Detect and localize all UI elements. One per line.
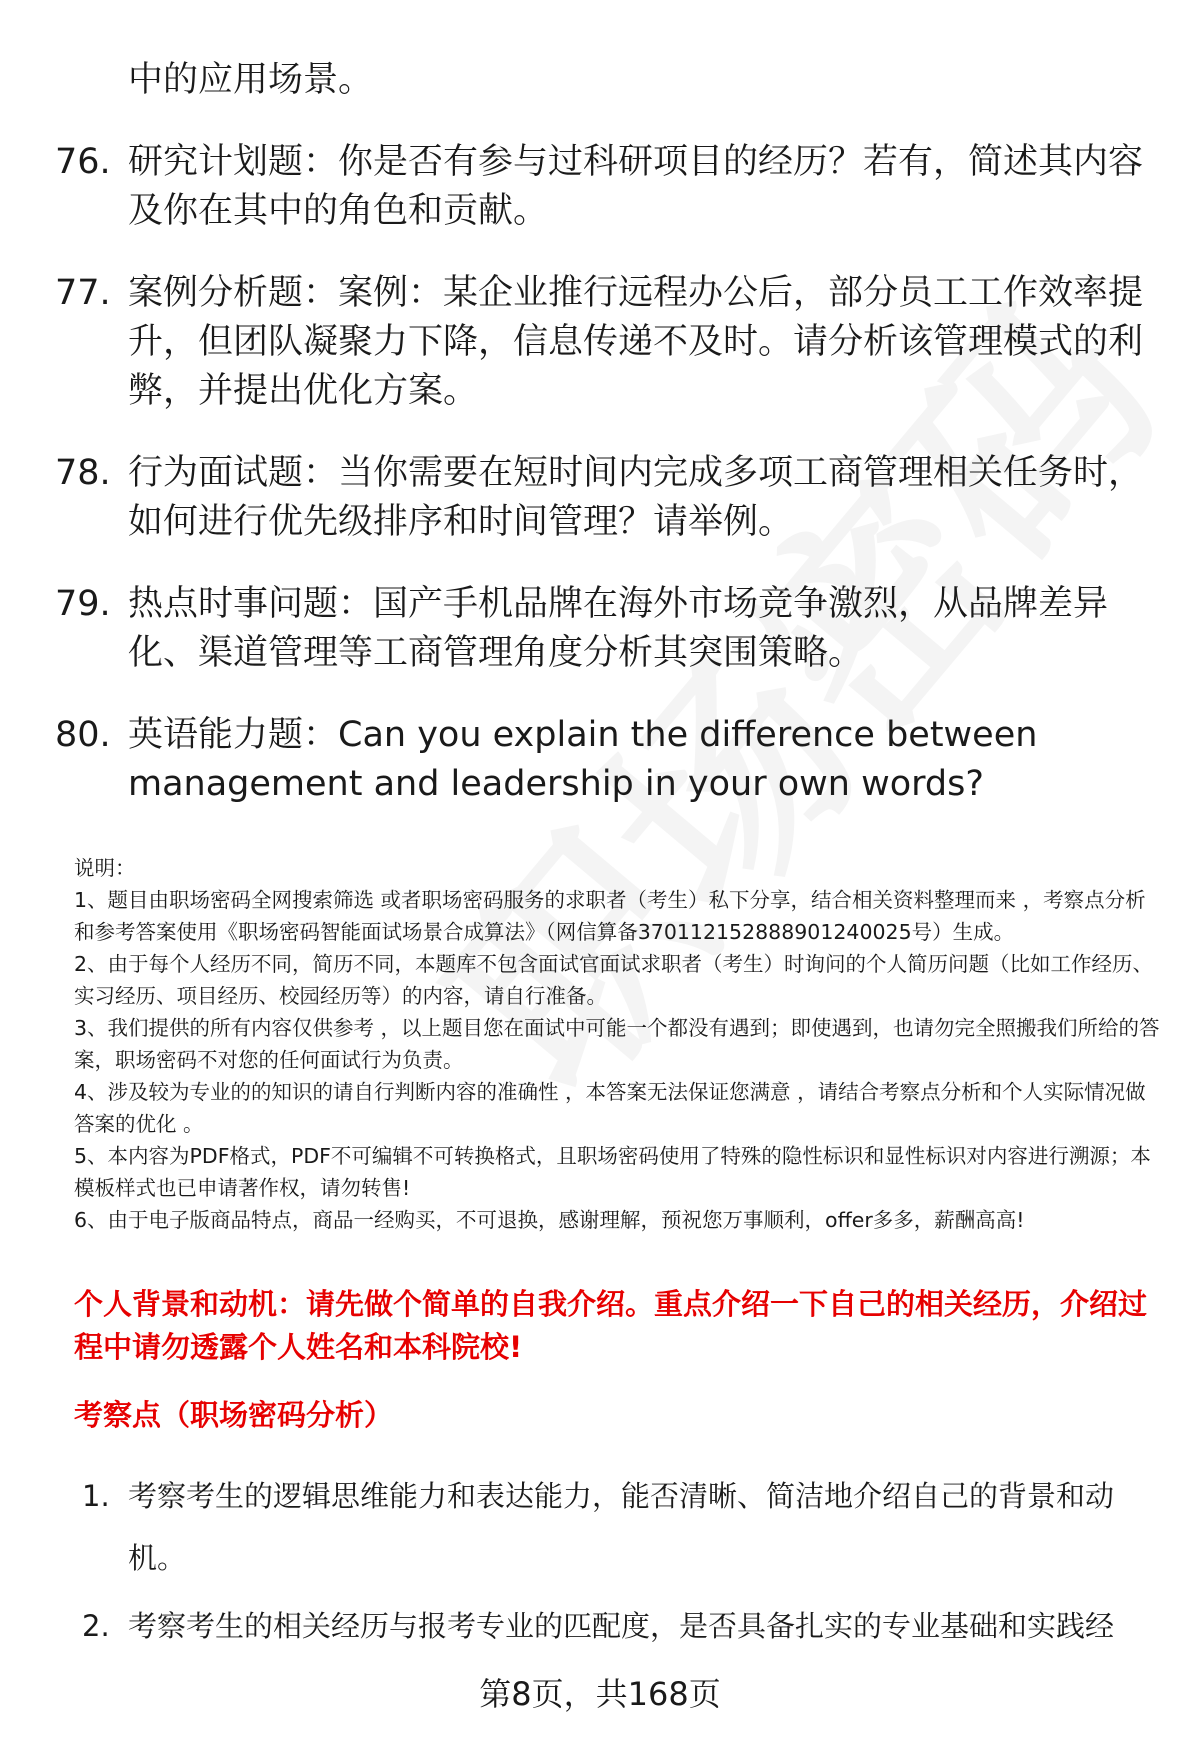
question-item (55, 449, 1155, 547)
question-number: 78. (55, 453, 111, 493)
section-heading: 个人背景和动机：请先做个简单的自我介绍。重点介绍一下自己的相关经历，介绍过程中请勿透露个人姓名和本科院校! (74, 1287, 1148, 1364)
question-item (55, 711, 1155, 809)
note-item: 6、由于电子版商品特点，商品一经购买，不可退换，感谢理解，预祝您万事顺利，offer多多，薪酬高高! (74, 1208, 1025, 1232)
analysis-point-list (82, 1465, 1160, 1663)
question-text: 热点时事问题：国产手机品牌在海外市场竞争激烈，从品牌差异化、渠道管理等工商管理角度分析其突围策略。 (128, 584, 1109, 673)
question-item (55, 56, 1155, 105)
question-item (55, 269, 1155, 416)
note-item: 4、涉及较为专业的的知识的请自行判断内容的准确性 ，本答案无法保证您满意 ，请结合考察点分析和个人实际情况做答案的优化 。 (74, 1080, 1146, 1136)
page-footer: 第8页，共168页 (479, 1675, 721, 1713)
point-number: 2. (82, 1609, 110, 1643)
question-text: 研究计划题：你是否有参与过科研项目的经历？若有，简述其内容及你在其中的角色和贡献。 (128, 142, 1144, 231)
question-text: 行为面试题：当你需要在短时间内完成多项工商管理相关任务时，如何进行优先级排序和时间管理？请举例。 (128, 453, 1144, 542)
note-item: 3、我们提供的所有内容仅供参考 ，以上题目您在面试中可能一个都没有遇到；即使遇到，也请勿完全照搬我们所给的答案，职场密码不对您的任何面试行为负责。 (74, 1016, 1160, 1072)
notes-block (74, 852, 1164, 1236)
analysis-point (82, 1595, 1160, 1657)
point-number: 1. (82, 1479, 110, 1513)
point-text: 考察考生的逻辑思维能力和表达能力，能否清晰、简洁地介绍自己的背景和动机。 (128, 1479, 1115, 1575)
question-number: 77. (55, 273, 111, 313)
analysis-point (82, 1465, 1160, 1589)
question-number: 76. (55, 142, 111, 182)
question-item (55, 580, 1155, 678)
question-number (55, 56, 128, 105)
question-text: 案例分析题：案例：某企业推行远程办公后，部分员工工作效率提升，但团队凝聚力下降，信息传递不及时。请分析该管理模式的利弊，并提出优化方案。 (128, 273, 1144, 411)
notes-title: 说明： (74, 856, 136, 880)
note-item: 5、本内容为PDF格式，PDF不可编辑不可转换格式，且职场密码使用了特殊的隐性标识和显性标识对内容进行溯源；本模板样式也已申请著作权，请勿转售! (74, 1144, 1151, 1200)
question-item (55, 138, 1155, 236)
point-text: 考察考生的相关经历与报考专业的匹配度，是否具备扎实的专业基础和实践经 (128, 1609, 1115, 1643)
question-text: 中的应用场景。 (128, 60, 374, 100)
question-number: 80. (55, 715, 111, 755)
section-subheading: 考察点（职场密码分析） (74, 1398, 394, 1432)
note-item: 2、由于每个人经历不同，简历不同，本题库不包含面试官面试求职者（考生）时询问的个人简历问题（比如工作经历、实习经历、项目经历、校园经历等）的内容，请自行准备。 (74, 952, 1154, 1008)
question-text: 英语能力题：Can you explain the difference between management and leadership in your own words? (128, 715, 1038, 804)
note-item: 1、题目由职场密码全网搜索筛选 或者职场密码服务的求职者（考生）私下分享，结合相关资料整理而来 ，考察点分析和参考答案使用《职场密码智能面试场景合成算法》（网信算备370112152888901240025号）生成。 (74, 888, 1146, 944)
question-number: 79. (55, 584, 111, 624)
question-list (55, 56, 1155, 842)
